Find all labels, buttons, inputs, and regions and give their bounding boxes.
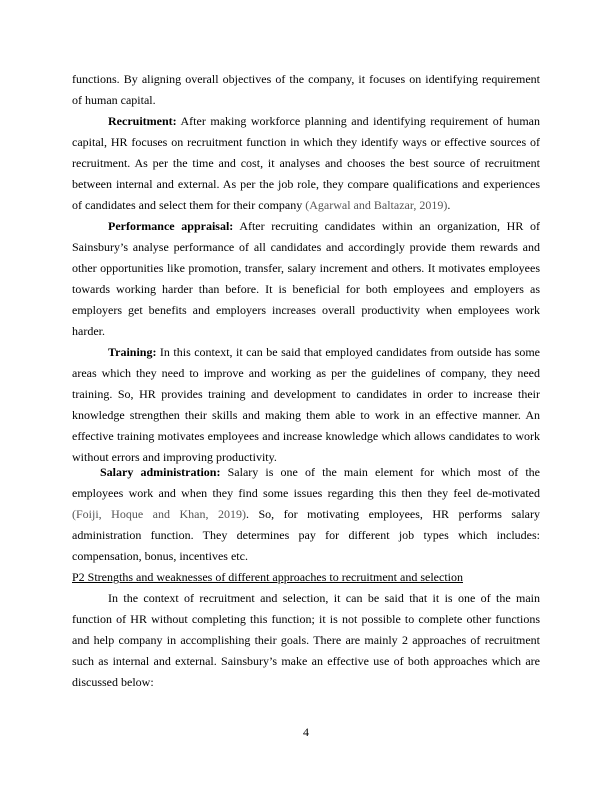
salary-text-before: Salary is one of the main element for which most of the employees work and when they find some issues regarding this then they feel de-motivated [72, 465, 541, 500]
recruitment-citation: (Agarwal and Baltazar, 2019) [305, 198, 448, 212]
training-paragraph [72, 342, 540, 468]
performance-paragraph [72, 216, 540, 342]
salary-text-after: . So, for motivating employees, HR performs salary administration function. They determines pay for different job types which includes: compensation, bonus, incentives etc. [72, 507, 541, 563]
recruitment-label: Recruitment: [108, 114, 177, 128]
recruitment-paragraph [72, 111, 540, 216]
intro-paragraph: functions. By aligning overall objectives of the company, it focuses on identifying requirement of human capital. [72, 72, 540, 107]
performance-text: After recruiting candidates within an organization, HR of Sainsbury’s analyse performance of all candidates and accordingly provide them rewards and other opportunities like promotion, transfer, salary increment and others. It motivates employees towards working harder than before. It is beneficial for both employees and employers as employers get benefits and employers increases overall productivity when employees work harder. [72, 219, 540, 338]
salary-paragraph [72, 462, 540, 567]
recruitment-end: . [447, 198, 451, 212]
section-heading: P2 Strengths and weaknesses of different approaches to recruitment and selection [72, 570, 463, 584]
training-text: In this context, it can be said that employed candidates from outside has some areas which they need to improve and working as per the guidelines of company, they need training. So, HR provides training and development to candidates in order to increase their knowledge strengthen their skills and making them able to work in an effective manner. An effective training motivates employees and increase knowledge which allows candidates to work without errors and improving productivity. [72, 345, 540, 464]
section-body-paragraph: In the context of recruitment and selection, it can be said that it is one of the main function of HR without completing this function; it is not possible to complete other functions and help company in accomplishing their goals. There are mainly 2 approaches of recruitment such as internal and external. Sainsbury’s make an effective use of both approaches which are discussed below: [72, 591, 540, 689]
recruitment-text: After making workforce planning and identifying requirement of human capital, HR focuses on recruitment function in which they identify ways or effective sources of recruitment. As per the time and cost, it analyses and chooses the best source of recruitment between internal and external. As per the job role, they compare qualifications and experiences of candidates and select them for their company [72, 114, 540, 212]
salary-label: Salary administration: [100, 465, 221, 479]
salary-citation: (Foiji, Hoque and Khan, 2019) [72, 507, 246, 521]
performance-label: Performance appraisal: [108, 219, 234, 233]
page-number: 4 [303, 725, 309, 739]
training-label: Training: [108, 345, 157, 359]
